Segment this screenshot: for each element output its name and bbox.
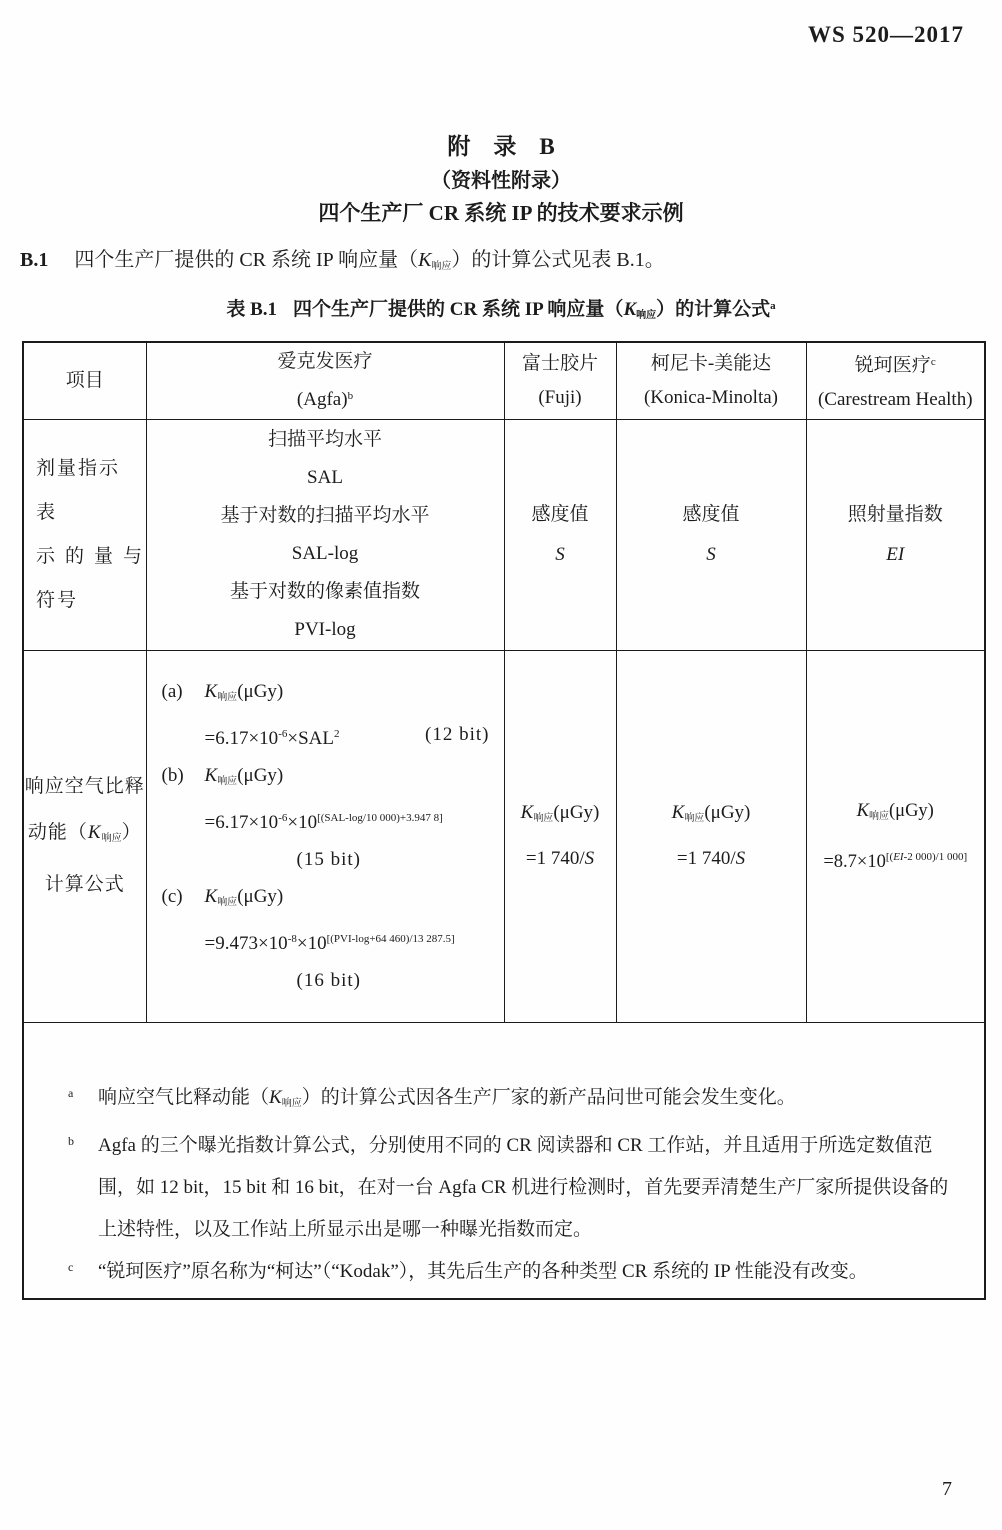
row-label-line: 动能$(K_{响应})$: [27, 822, 142, 844]
footnote-text: “锐珂医疗”原名称为“柯达”（“Kodak”），其先后生产的各种类型 CR 系统的 IP 性能没有改变。: [98, 1261, 868, 1283]
row-label-formula: [23, 650, 146, 1022]
row-label-line: 剂量指示表: [36, 457, 121, 523]
formula-cell-carestream: [806, 650, 985, 1022]
header-item-label: 项目: [65, 369, 104, 391]
appendix-heading: 四个生产厂 CR 系统 IP 的技术要求示例: [318, 201, 684, 225]
indicator-symbol: S: [555, 543, 565, 565]
formula-bit-depth: (16 bit): [296, 970, 361, 991]
vendor-name-en: (Fuji): [538, 386, 582, 408]
indicator-line: 基于对数的像素值指数: [229, 580, 420, 602]
requirements-table: [22, 341, 986, 1300]
formula-cell-agfa: [146, 650, 504, 1022]
vendor-name-cn: 柯尼卡-美能达: [650, 352, 772, 374]
header-cell-konica: [616, 342, 806, 419]
indicator-cell-carestream: [806, 419, 985, 650]
indicator-line: PVI-log: [294, 618, 356, 640]
formula-expression: $=6.17\times 10^{-6}\times 10[(SAL-\log/10 000)+3.947 8]$: [204, 812, 443, 833]
footnote-b: [68, 1125, 958, 1251]
formula-row: [23, 650, 985, 1022]
formula-bit-depth: (15 bit): [296, 849, 361, 870]
indicator-line: 扫描平均水平: [267, 428, 382, 450]
indicator-cell-fuji: [504, 419, 616, 650]
footnote-c: [68, 1251, 958, 1293]
footnote-cell: [23, 1022, 985, 1299]
formula-cell-konica: [616, 650, 806, 1022]
formula-expression: =1 740/S: [676, 848, 746, 869]
header-cell-item: [23, 342, 146, 419]
formula-item-a: [162, 673, 504, 757]
indicator-name: 感度值: [682, 503, 740, 525]
row-label-line: 示的量与: [36, 545, 153, 567]
row-label-line: 响应空气比释: [24, 776, 145, 797]
row-label-indicator: [23, 419, 153, 650]
formula-expression: $=9.473\times 10^{-8}\times 10[(PVI-\log+64 460)/13 287.5]$: [204, 933, 455, 954]
formula-quantity: $K_{响应}(\mu Gy)$: [856, 800, 934, 822]
footnote-text: 响应空气比释动能$(K_{响应})$的计算公式因各生产厂家的新产品问世可能会发生变化。: [98, 1087, 796, 1110]
formula-item-c: [162, 878, 504, 999]
indicator-symbol: EI: [886, 543, 905, 565]
dose-indicator-row: [23, 419, 985, 650]
indicator-name: 照射量指数: [847, 503, 943, 525]
vendor-name-cn: 爱克发医疗: [277, 350, 373, 372]
footnote-a: [68, 1077, 958, 1125]
indicator-cell-agfa: [146, 419, 504, 650]
indicator-line: 基于对数的扫描平均水平: [220, 504, 430, 526]
formula-expression: =1 740/S: [525, 848, 595, 869]
formula-quantity: $K_{响应}(\mu Gy)$: [204, 886, 284, 908]
formula-tag: (a): [161, 681, 183, 702]
header-cell-carestream: [806, 342, 985, 419]
vendor-name-cn: 富士胶片: [521, 352, 598, 374]
vendor-name-cn: 锐珂医疗$^c$: [854, 354, 936, 376]
intro-paragraph: [20, 243, 982, 272]
footnote-letter: b: [68, 1134, 74, 1149]
formula-tag: (b): [161, 765, 184, 786]
formula-expression: =8.7×10[(EI-2 000)/1 000]: [823, 850, 968, 872]
vendor-name-en: (Konica-Minolta): [643, 386, 778, 408]
footnote-letter: c: [68, 1260, 74, 1275]
indicator-cell-konica: [616, 419, 806, 650]
formula-item-b: [162, 757, 504, 878]
formula-quantity: $K_{响应}(\mu Gy)$: [204, 765, 284, 787]
formula-cell-fuji: [504, 650, 616, 1022]
standard-code: WS 520—2017: [807, 22, 964, 47]
formula-quantity: $K_{响应}(\mu Gy)$: [520, 802, 600, 824]
indicator-symbol: S: [706, 543, 716, 565]
indicator-line: SAL-log: [291, 542, 359, 564]
footnote-letter: a: [68, 1086, 74, 1101]
appendix-title: 附 录 B: [447, 134, 555, 159]
table-caption: [0, 294, 1002, 321]
footnote-row: [23, 1022, 985, 1299]
header-cell-agfa: [146, 342, 504, 419]
indicator-line: SAL: [307, 466, 343, 488]
row-label-line: 计算公式: [44, 874, 125, 895]
formula-bit-depth: (12 bit): [425, 724, 490, 745]
footnote-text: Agfa 的三个曝光指数计算公式，分别使用不同的 CR 阅读器和 CR 工作站，并且适用于所选定数值范围，如 12 bit，15 bit 和 16 bit，在对一台 Agfa CR 机进行检测时，首先要弄清楚生产厂家所提供设备的上述特性，以及工作站上所显示出是哪一种曝光指数而定。: [98, 1135, 949, 1241]
formula-tag: (c): [161, 886, 183, 907]
page-number: 7: [942, 1478, 952, 1500]
indicator-name: 感度值: [531, 503, 589, 525]
formula-quantity: $K_{响应}(\mu Gy)$: [671, 802, 751, 824]
appendix-subtitle: （资料性附录）: [431, 170, 571, 192]
formula-quantity: $K_{响应}(\mu Gy)$: [204, 681, 284, 703]
vendor-name-en: (Carestream Health): [817, 388, 973, 410]
vendor-name-en: (Agfa)$^b$: [296, 388, 354, 410]
table-caption-text: 四个生产厂提供的 CR 系统 IP 响应量$(K_{响应})$的计算公式$^a$: [293, 299, 776, 321]
header-cell-fuji: [504, 342, 616, 419]
table-header-row: [23, 342, 985, 419]
clause-label: B.1: [20, 249, 49, 271]
clause-text: 四个生产厂提供的 CR 系统 IP 响应量$(K_{响应})$的计算公式见表 B.1。: [74, 249, 665, 272]
row-label-line: 符号: [36, 589, 79, 611]
formula-expression: $=6.17\times 10^{-6}\times SAL^2$: [204, 728, 340, 749]
table-caption-label: 表 B.1: [226, 299, 278, 320]
